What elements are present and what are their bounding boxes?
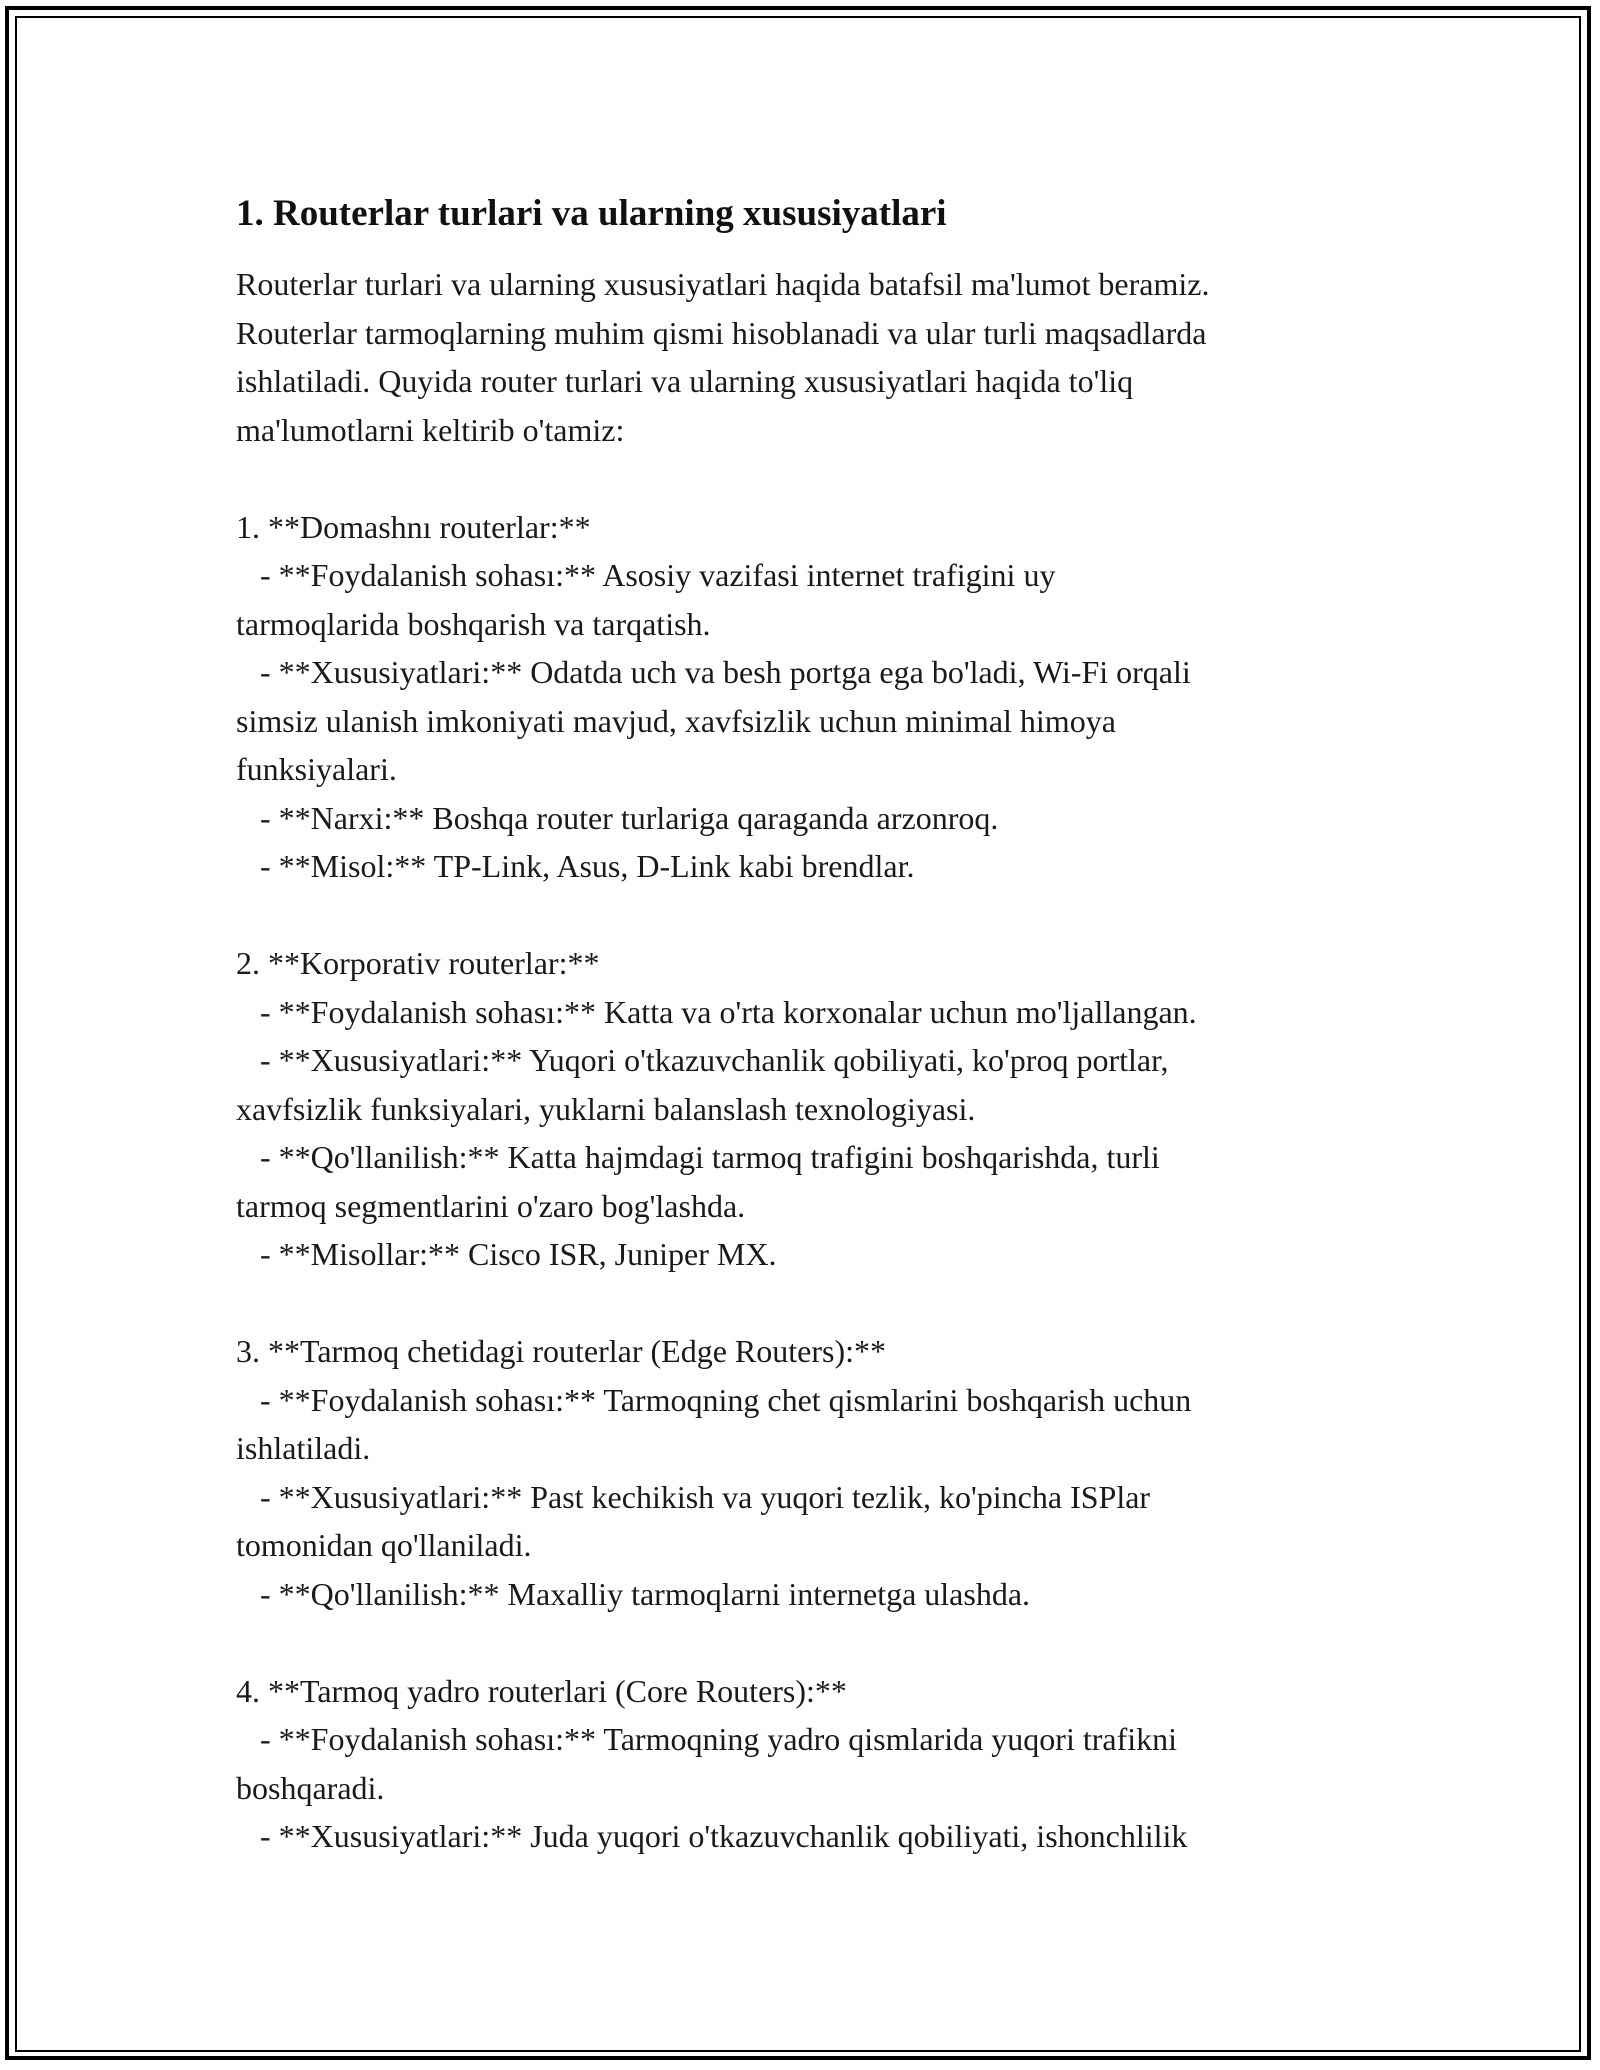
text-line: - **Foydalanish sohası:** Asosiy vazifasi internet trafigini uy (236, 557, 1056, 593)
blank-line (236, 1279, 1396, 1328)
text-line: - **Narxi:** Boshqa router turlariga qaraganda arzonroq. (236, 799, 999, 836)
text-line: - **Misollar:** Cisco ISR, Juniper MX. (236, 1236, 777, 1272)
text-line: - **Foydalanish sohası:** Tarmoqning yadro qismlarida yuqori trafikni (236, 1721, 1178, 1757)
text-line: xavfsizlik funksiyalari, yuklarni balanslash texnologiyasi. (236, 1090, 976, 1127)
blank-line (236, 891, 1396, 940)
text-line: boshqaradi. (236, 1769, 385, 1806)
document-body (236, 186, 1396, 1861)
text-line: ishlatiladi. Quyida router turlari va ularning xususiyatlari haqida to'liq (236, 363, 1134, 399)
text-line: tarmoq segmentlarini o'zaro bog'lashda. (236, 1187, 746, 1224)
text-line: Routerlar tarmoqlarning muhim qismi hisoblanadi va ular turli maqsadlarda (236, 314, 1207, 351)
text-line: Routerlar turlari va ularning xususiyatlari haqida batafsil ma'lumot beramiz. (236, 266, 1210, 302)
text-line: - **Qo'llanilish:** Maxalliy tarmoqlarni internetga ulashda. (236, 1575, 1031, 1612)
blank-line (236, 1618, 1396, 1667)
paragraph-block (236, 260, 1396, 1861)
text-line: tarmoqlarida boshqarish va tarqatish. (236, 605, 711, 642)
list-item-heading: 1. **Domashnı routerlar:** (236, 508, 591, 545)
text-line: - **Misol:** TP-Link, Asus, D-Link kabi brendlar. (236, 848, 915, 884)
text-line: - **Foydalanish sohası:** Tarmoqning chet qismlarini boshqarish uchun (236, 1381, 1192, 1418)
text-line: ishlatiladi. (236, 1430, 371, 1466)
text-line: - **Xususiyatlari:** Yuqori o'tkazuvchanlik qobiliyati, ko'proq portlar, (236, 1042, 1169, 1078)
list-item-heading: 4. **Tarmoq yadro routerlari (Core Routers):** (236, 1672, 847, 1709)
text-line: tomonidan qo'llaniladi. (236, 1527, 532, 1563)
section-heading: 1. Routerlar turlari va ularning xususiyatlari (236, 193, 947, 234)
text-line: - **Qo'llanilish:** Katta hajmdagi tarmoq trafigini boshqarishda, turli (236, 1139, 1160, 1175)
text-line: - **Xususiyatlari:** Odatda uch va besh portga ega bo'ladi, Wi-Fi orqali (236, 654, 1191, 690)
list-item-heading: 2. **Korporativ routerlar:** (236, 945, 600, 981)
text-line: - **Foydalanish sohası:** Katta va o'rta korxonalar uchun mo'ljallangan. (236, 993, 1197, 1030)
blank-line (236, 454, 1396, 503)
text-line: funksiyalari. (236, 751, 397, 787)
list-item-heading: 3. **Tarmoq chetidagi routerlar (Edge Routers):** (236, 1333, 886, 1369)
text-line: - **Xususiyatlari:** Past kechikish va yuqori tezlik, ko'pincha ISPlar (236, 1478, 1151, 1515)
text-line: - **Xususiyatlari:** Juda yuqori o'tkazuvchanlik qobiliyati, ishonchlilik (236, 1818, 1188, 1854)
text-line: simsiz ulanish imkoniyati mavjud, xavfsizlik uchun minimal himoya (236, 702, 1116, 739)
text-line: ma'lumotlarni keltirib o'tamiz: (236, 411, 625, 448)
